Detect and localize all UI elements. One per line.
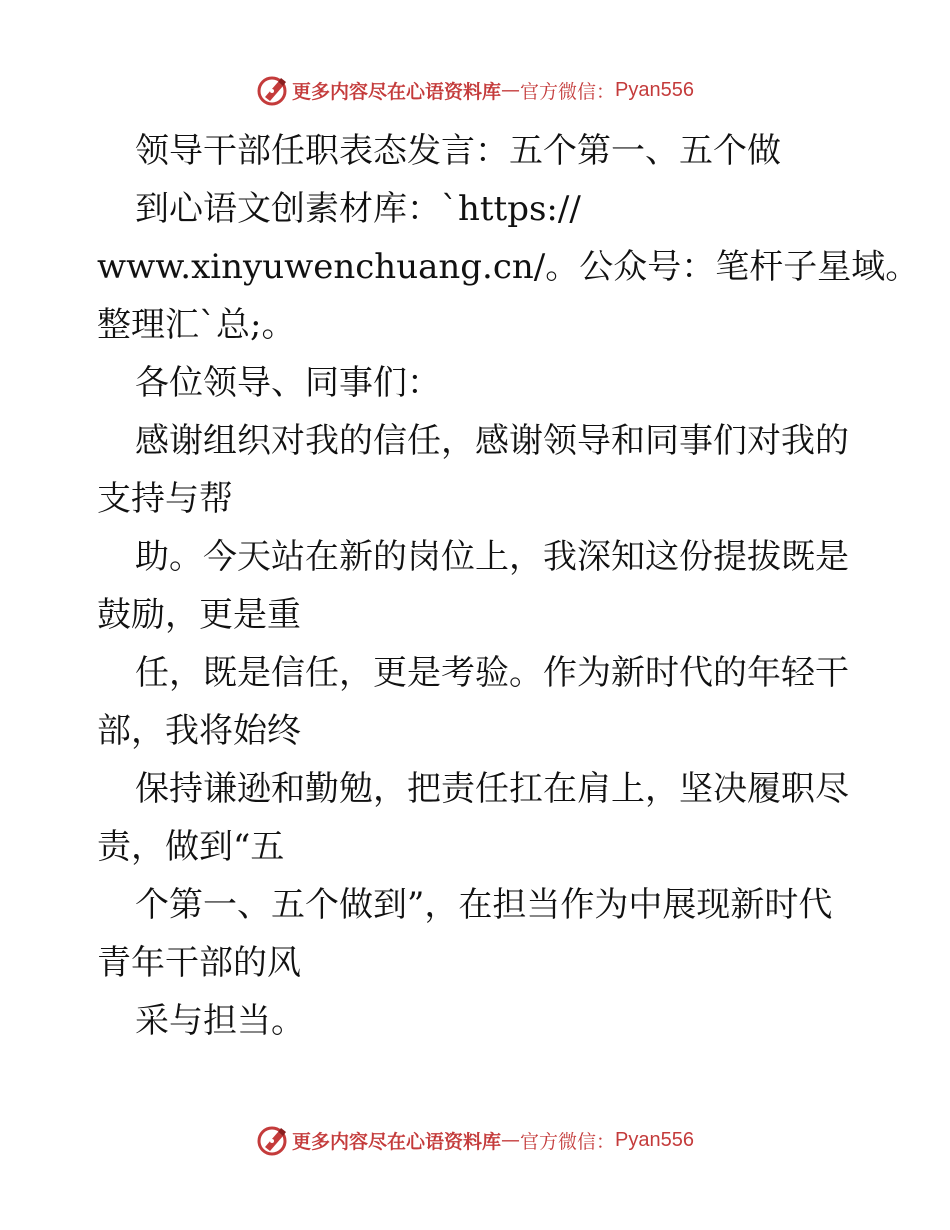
document-line: 整理汇`总;。 [97,305,296,345]
header-slogan: 更多内容尽在心语资料库 [292,80,502,103]
document-line: 鼓励，更是重 [97,595,301,635]
document-line: 青年干部的风 [97,943,301,983]
document-line: 助。今天站在新的岗位上，我深知这份提拔既是 [135,537,849,577]
document-line: 任，既是信任，更是考验。作为新时代的年轻干 [135,653,849,693]
footer-slogan: 更多内容尽在心语资料库 [292,1130,502,1153]
pen-logo-icon [256,1123,290,1157]
document-line: 采与担当。 [135,1001,305,1041]
pen-logo-icon [256,73,290,107]
footer-wechat-label: 官方微信： [520,1130,616,1153]
footer-banner [0,1120,950,1160]
footer-wechat-id: Pyan556 [615,1128,694,1151]
document-line: 保持谦逊和勤勉，把责任扛在肩上，坚决履职尽 [135,769,849,809]
document-line: 到心语文创素材库：`https:// [135,189,581,229]
header-banner [0,70,950,110]
document-line: 支持与帮 [97,479,233,519]
document-line: 个第一、五个做到”，在担当作为中展现新时代 [135,885,833,925]
document-line: 感谢组织对我的信任，感谢领导和同事们对我的 [135,421,849,461]
footer-dash: — [501,1129,521,1151]
document-body [97,122,920,1050]
salutation-line: 各位领导、同事们： [135,363,441,403]
document-line: 部，我将始终 [97,711,301,751]
header-dash: — [501,79,521,101]
document-line: 责，做到“五 [97,827,285,867]
header-wechat-id: Pyan556 [615,78,694,101]
document-title-line: 领导干部任职表态发言：五个第一、五个做 [135,131,781,171]
document-line: www.xinyuwenchuang.cn/。公众号：笔杆子星域。 [97,247,920,287]
header-wechat-label: 官方微信： [520,80,616,103]
